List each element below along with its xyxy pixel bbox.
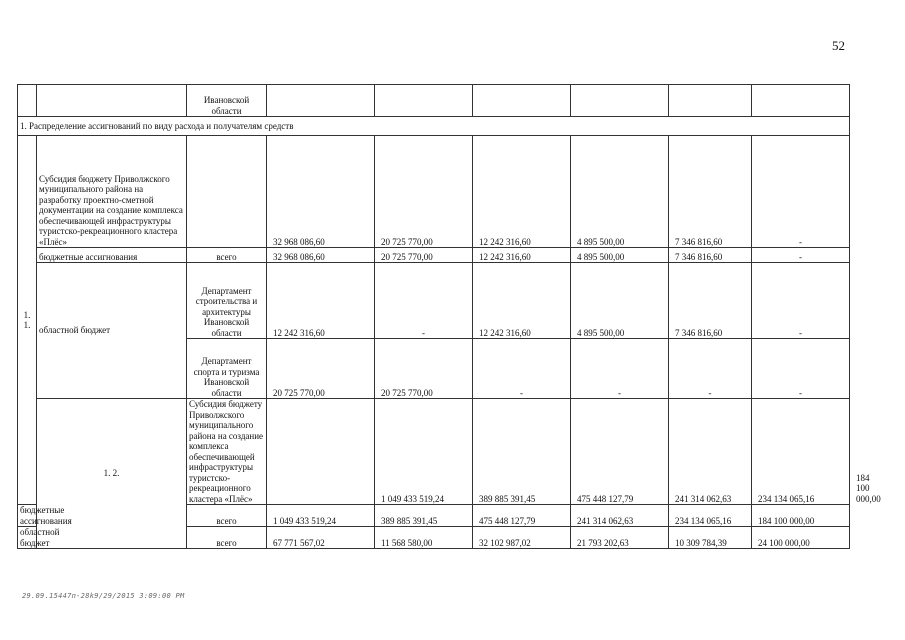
value-cell: 389 885 391,45: [375, 505, 473, 527]
item-number: 1. 1.: [18, 136, 37, 505]
value-cell: -: [375, 263, 473, 339]
document-footer: 29.09.15447п-28k9/29/2015 3:09:00 PM: [22, 592, 185, 600]
row-label: областной бюджет: [37, 263, 187, 399]
value-cell: 24 100 000,00: [752, 527, 850, 549]
value-cell: 7 346 816,60: [669, 263, 752, 339]
value-cell: 20 725 770,00: [375, 248, 473, 263]
section-title: 1. Распределение ассигнований по виду расхода и получателям средств: [18, 117, 850, 136]
value-cell: 20 725 770,00: [375, 339, 473, 399]
executor-cell: всего: [187, 527, 267, 549]
value-cell: 184 100 000,00: [752, 505, 850, 527]
value-cell: 389 885 391,45: [473, 399, 571, 505]
budget-table: [17, 84, 881, 549]
continuation-row: [18, 85, 850, 117]
item-number: 1. 2.: [37, 399, 187, 549]
item-title: Субсидия бюджету Приволжского муниципального района на создание комплекса обеспечивающей инфраструктуры туристско-рекреационного кластера «Плёс»: [187, 399, 267, 505]
row-label: бюджетные ассигнования: [37, 248, 187, 263]
value-cell: -: [752, 263, 850, 339]
value-cell: 20 725 770,00: [267, 339, 375, 399]
value-cell: 32 968 086,60: [267, 136, 375, 248]
value-cell: -: [473, 339, 571, 399]
value-cell: -: [752, 339, 850, 399]
value-cell: 4 895 500,00: [571, 263, 669, 339]
value-cell: 241 314 062,63: [571, 505, 669, 527]
value-cell: 32 102 987,02: [473, 527, 571, 549]
value-cell: 1 049 433 519,24: [267, 505, 375, 527]
row-label: областной бюджет: [18, 527, 37, 549]
section-row: [18, 117, 850, 136]
value-cell: -: [669, 339, 752, 399]
value-cell: 67 771 567,02: [267, 527, 375, 549]
value-cell: 12 242 316,60: [267, 263, 375, 339]
value-cell: 12 242 316,60: [473, 136, 571, 248]
value-cell: 1 049 433 519,24: [375, 399, 473, 505]
item-1-2-title-row: 1. 2. Субсидия бюджету Приволжского муниципального района на создание комплекса обеспечивающей инфраструктуры туристско-рекреационного кластера «Плёс» 1 049 433 519,24 389 885 391,45 475 448 127,79 241 314 062,63 234 134 065,16 184 100 000,00: [18, 399, 850, 505]
value-cell: 475 448 127,79: [571, 399, 669, 505]
executor-cell: всего: [187, 505, 267, 527]
executor-cell: Департамент спорта и туризма Ивановской области: [187, 339, 267, 399]
item-1-1-title-row: [18, 136, 850, 248]
page-number: 52: [832, 38, 845, 53]
value-cell: 241 314 062,63: [669, 399, 752, 505]
value-cell: 12 242 316,60: [473, 248, 571, 263]
value-cell: -: [571, 339, 669, 399]
value-cell: 234 134 065,16: [669, 505, 752, 527]
value-cell: -: [752, 136, 850, 248]
value-cell: 4 895 500,00: [571, 248, 669, 263]
value-cell: 12 242 316,60: [473, 263, 571, 339]
value-cell: 32 968 086,60: [267, 248, 375, 263]
executor-cell: всего: [187, 248, 267, 263]
row-label: бюджетные ассигнования: [18, 505, 37, 527]
value-cell: 21 793 202,63: [571, 527, 669, 549]
item-1-1-regional-row: [18, 263, 850, 339]
value-cell: 7 346 816,60: [669, 248, 752, 263]
executor-cell: Ивановской области: [187, 85, 267, 117]
value-cell: 11 568 580,00: [375, 527, 473, 549]
value-cell: 10 309 784,39: [669, 527, 752, 549]
value-cell: 7 346 816,60: [669, 136, 752, 248]
value-cell: 475 448 127,79: [473, 505, 571, 527]
value-cell: 4 895 500,00: [571, 136, 669, 248]
value-cell: 20 725 770,00: [375, 136, 473, 248]
item-title: Субсидия бюджету Приволжского муниципального района на разработку проектно-сметной документации на создание комплекса обеспечивающей инфраструктуры туристско-рекреационного кластера «Плёс»: [37, 136, 187, 248]
executor-cell: Департамент строительства и архитектуры Ивановской области: [187, 263, 267, 339]
item-1-1-budget-row: [18, 248, 850, 263]
value-cell: 234 134 065,16: [752, 399, 850, 505]
value-cell: -: [752, 248, 850, 263]
